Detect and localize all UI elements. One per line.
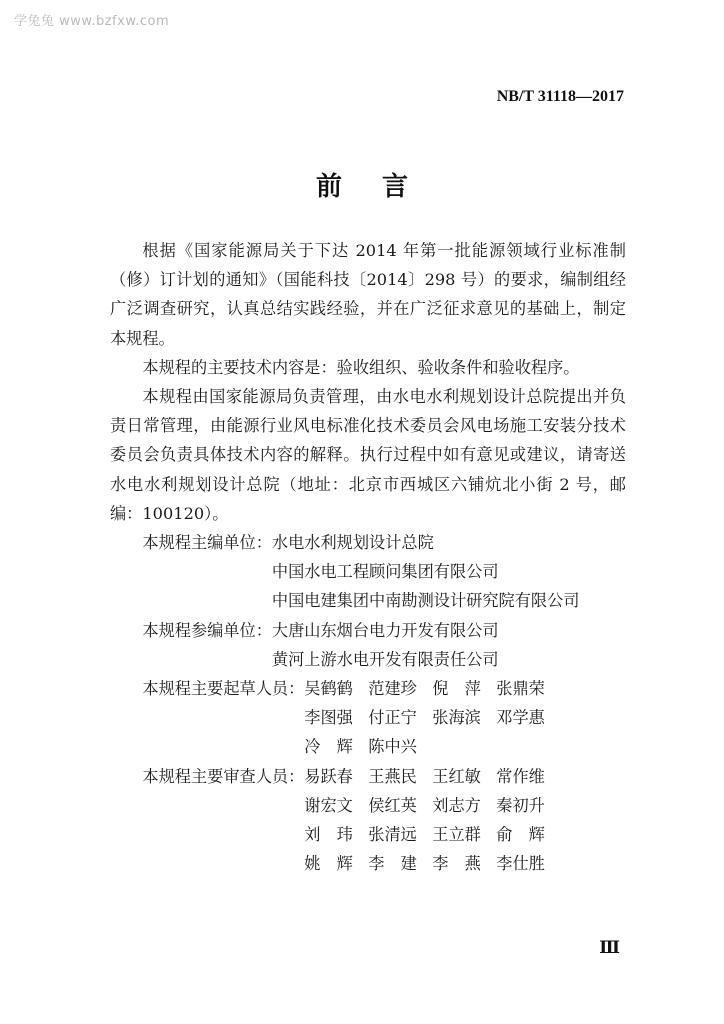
reviewer-name: 王燕民 xyxy=(368,766,417,786)
reviewer-name: 李仕胜 xyxy=(496,854,545,874)
reviewer-name: 俞 辉 xyxy=(496,825,545,845)
reviewer-name: 谢宏文 xyxy=(304,795,353,815)
reviewer-name: 王红敏 xyxy=(432,766,481,786)
reviewer-name: 李 建 xyxy=(368,854,417,874)
reviewer-name: 侯红英 xyxy=(368,795,417,815)
drafter-name: 付正宁 xyxy=(368,708,417,728)
standard-code: NB/T 31118—2017 xyxy=(496,88,624,105)
page-number: Ⅲ xyxy=(599,938,620,957)
drafter-name: 吴鹤鹤 xyxy=(304,679,353,699)
participating-unit: 黄河上游水电开发有限责任公司 xyxy=(271,649,499,669)
chief-units-label: 本规程主编单位： xyxy=(142,533,272,553)
reviewer-name: 张清远 xyxy=(368,825,417,845)
reviewer-name: 李 燕 xyxy=(432,854,481,874)
chief-unit: 中国电建集团中南勘测设计研究院有限公司 xyxy=(271,591,580,611)
reviewers-label: 本规程主要审查人员： xyxy=(142,766,305,786)
participating-units-entry xyxy=(110,616,626,674)
drafter-name: 李图强 xyxy=(304,708,353,728)
drafter-name: 邓学惠 xyxy=(496,708,545,728)
drafters-list xyxy=(304,674,626,762)
drafters-entry xyxy=(110,674,626,762)
drafter-name: 冷 辉 xyxy=(304,737,353,757)
paragraph: 根据《国家能源局关于下达 2014 年第一批能源领域行业标准制（修）订计划的通知》（国能科技〔2014〕298 号）的要求，编制组经广泛调查研究，认真总结实践经验，并在广泛征求意见的基础上，制定本规程。 xyxy=(110,241,626,348)
chief-unit: 水电水利规划设计总院 xyxy=(271,533,434,553)
drafter-name: 张海滨 xyxy=(432,708,481,728)
reviewers-entry xyxy=(110,762,626,879)
reviewer-name: 刘志方 xyxy=(432,795,481,815)
reviewer-name: 常作维 xyxy=(496,766,545,786)
paragraph: 本规程的主要技术内容是：验收组织、验收条件和验收程序。 xyxy=(142,357,580,377)
reviewer-name: 秦初升 xyxy=(496,795,545,815)
participating-unit: 大唐山东烟台电力开发有限公司 xyxy=(271,620,499,640)
reviewer-name: 王立群 xyxy=(432,825,481,845)
paragraph: 本规程由国家能源局负责管理，由水电水利规划设计总院提出并负责日常管理，由能源行业风电标准化技术委员会风电场施工安装分技术委员会负责具体技术内容的解释。执行过程中如有意见或建议，请寄送水电水利规划设计总院（地址：北京市西城区六铺炕北小街 2 号，邮编：100120）。 xyxy=(110,387,626,523)
drafters-label: 本规程主要起草人员： xyxy=(142,679,305,699)
watermark: 学兔兔 www.bzfxw.com xyxy=(14,14,170,29)
chief-units-entry xyxy=(110,528,626,616)
reviewer-name: 刘 玮 xyxy=(304,825,353,845)
reviewer-name: 易跃春 xyxy=(304,766,353,786)
page-title: 前言 xyxy=(315,172,448,202)
participating-units-list xyxy=(272,616,626,674)
chief-unit: 中国水电工程顾问集团有限公司 xyxy=(271,562,499,582)
participating-units-label: 本规程参编单位： xyxy=(142,620,272,640)
drafter-name: 范建珍 xyxy=(368,679,417,699)
reviewer-name: 姚 辉 xyxy=(304,854,353,874)
drafter-name: 张鼎荣 xyxy=(496,679,545,699)
reviewers-list xyxy=(304,762,626,879)
drafter-name: 陈中兴 xyxy=(368,737,417,757)
document-body xyxy=(110,236,626,878)
drafter-name: 倪 萍 xyxy=(432,679,481,699)
chief-units-list xyxy=(272,528,626,616)
